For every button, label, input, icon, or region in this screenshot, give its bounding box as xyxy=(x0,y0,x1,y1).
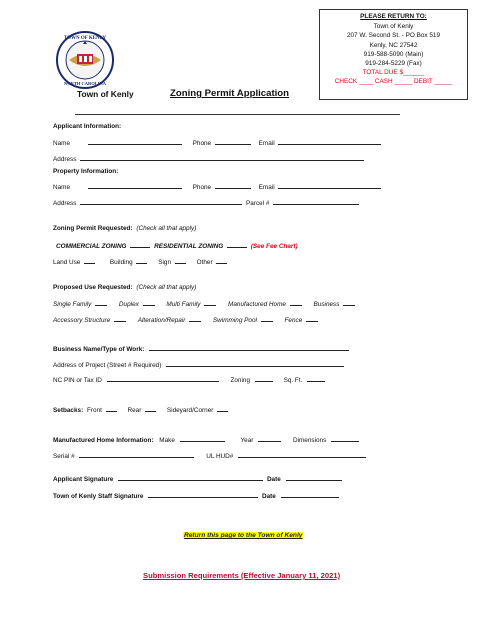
building-label: Building xyxy=(109,259,133,266)
name-label: Name xyxy=(53,184,71,191)
proposed-row-2 xyxy=(53,315,318,324)
date-label: Date xyxy=(261,493,276,500)
residential-check[interactable] xyxy=(227,241,247,248)
staff-signature-label: Town of Kenly Staff Signature xyxy=(53,493,144,500)
other-check[interactable] xyxy=(216,257,227,264)
return-heading: PLEASE RETURN TO: xyxy=(360,13,427,20)
sign-label: Sign xyxy=(158,259,172,266)
rear-label: Rear xyxy=(127,407,142,414)
doc-title: Zoning Permit Application xyxy=(170,88,290,99)
address-field[interactable] xyxy=(80,154,364,161)
commercial-check[interactable] xyxy=(130,241,150,248)
address-field[interactable] xyxy=(80,198,242,205)
building-check[interactable] xyxy=(136,257,147,264)
applicant-signature-label: Applicant Signature xyxy=(53,476,114,483)
property-heading: Property Information: xyxy=(53,168,119,175)
multi-family-label: Multi Family xyxy=(166,301,201,308)
sqft-label: Sq. Ft. xyxy=(283,377,303,384)
make-label: Make xyxy=(159,437,175,444)
date-label: Date xyxy=(266,476,281,483)
town-seal-logo xyxy=(55,30,115,90)
other-label: Other xyxy=(196,259,213,266)
project-address-row xyxy=(53,360,344,369)
zoning-heading-row xyxy=(53,225,196,232)
applicant-signature-row xyxy=(53,474,342,483)
address-label: Address xyxy=(53,200,77,207)
property-name-row xyxy=(53,182,381,191)
nc-pin-field[interactable] xyxy=(107,375,219,382)
land-use-check[interactable] xyxy=(84,257,95,264)
alteration-check[interactable] xyxy=(189,315,201,322)
single-family-label: Single Family xyxy=(53,301,92,308)
payment-options: CHECK ____ CASH _____ DEBIT _____ xyxy=(334,78,453,86)
email-label: Email xyxy=(258,140,275,147)
year-field[interactable] xyxy=(258,435,281,442)
return-line: 207 W. Second St. - PO Box 519 xyxy=(346,32,441,40)
business-label: Business xyxy=(313,301,340,308)
town-name: Town of Kenly xyxy=(77,89,134,99)
sideyard-label: Sideyard/Corner xyxy=(166,407,214,414)
email-field[interactable] xyxy=(278,182,381,189)
proposed-heading: Proposed Use Requested: xyxy=(53,284,133,291)
name-field[interactable] xyxy=(88,138,182,145)
land-use-label: Land Use xyxy=(53,259,81,266)
date-field[interactable] xyxy=(286,474,342,481)
duplex-check[interactable] xyxy=(143,299,155,306)
parcel-field[interactable] xyxy=(273,198,359,205)
applicant-name-row xyxy=(53,138,381,147)
serial-row xyxy=(53,451,366,460)
nc-pin-label: NC PIN or Tax ID xyxy=(53,377,102,384)
return-note: Return this page to the Town of Kenly xyxy=(184,532,303,539)
phone-label: Phone xyxy=(192,140,212,147)
zoning-note: (Check all that apply) xyxy=(136,225,197,232)
svg-text:TOWN OF KENLY: TOWN OF KENLY xyxy=(63,36,107,41)
return-to-box xyxy=(319,9,468,100)
accessory-label: Accessory Structure xyxy=(53,317,111,324)
business-field[interactable] xyxy=(149,344,349,351)
pin-row xyxy=(53,375,325,384)
zoning-kind-row xyxy=(53,257,227,266)
rear-field[interactable] xyxy=(145,405,156,412)
staff-signature-field[interactable] xyxy=(148,491,258,498)
zoning-field[interactable] xyxy=(255,375,273,382)
email-label: Email xyxy=(258,184,275,191)
name-label: Name xyxy=(53,140,71,147)
serial-label: Serial # xyxy=(53,453,75,460)
single-family-check[interactable] xyxy=(95,299,107,306)
property-address-row xyxy=(53,198,359,207)
return-line: 919-284-5229 (Fax) xyxy=(365,60,422,68)
sign-check[interactable] xyxy=(175,257,186,264)
business-heading: Business Name/Type of Work: xyxy=(53,346,145,353)
svg-text:NORTH CAROLINA: NORTH CAROLINA xyxy=(64,81,106,86)
fence-check[interactable] xyxy=(306,315,318,322)
phone-label: Phone xyxy=(192,184,212,191)
zoning-heading: Zoning Permit Requested: xyxy=(53,225,133,232)
fee-chart-note: (See Fee Chart) xyxy=(250,243,298,250)
dimensions-label: Dimensions xyxy=(292,437,327,444)
fence-label: Fence xyxy=(284,317,303,324)
year-label: Year xyxy=(240,437,254,444)
applicant-heading: Applicant Information: xyxy=(53,123,122,130)
serial-field[interactable] xyxy=(79,451,194,458)
setbacks-row xyxy=(53,405,228,414)
proposed-row-1 xyxy=(53,299,355,308)
parcel-label: Parcel # xyxy=(246,200,270,207)
date-field[interactable] xyxy=(281,491,339,498)
commercial-label: COMMERCIAL ZONING xyxy=(56,243,127,250)
dimensions-field[interactable] xyxy=(331,435,359,442)
front-field[interactable] xyxy=(106,405,117,412)
return-line: 919-588-5090 (Main) xyxy=(363,50,424,58)
header-rule xyxy=(75,114,400,115)
email-field[interactable] xyxy=(278,138,381,145)
proposed-note: (Check all that apply) xyxy=(136,284,197,291)
applicant-address-row xyxy=(53,154,364,163)
ul-hud-label: UL HUD# xyxy=(206,453,234,460)
ul-hud-field[interactable] xyxy=(238,451,366,458)
business-check[interactable] xyxy=(343,299,355,306)
zoning-label: Zoning xyxy=(230,377,250,384)
return-line: Town of Kenly xyxy=(373,23,414,31)
residential-label: RESIDENTIAL ZONING xyxy=(154,243,224,250)
pool-label: Swimming Pool xyxy=(212,317,257,324)
manufactured-heading: Manufactured Home Information: xyxy=(53,437,154,444)
staff-signature-row xyxy=(53,491,339,500)
multi-family-check[interactable] xyxy=(204,299,216,306)
phone-field[interactable] xyxy=(215,138,251,145)
name-field[interactable] xyxy=(88,182,182,189)
phone-field[interactable] xyxy=(215,182,251,189)
make-field[interactable] xyxy=(180,435,225,442)
project-address-label: Address of Project (Street # Required) xyxy=(53,362,162,369)
sqft-field[interactable] xyxy=(307,375,325,382)
manufactured-home-check[interactable] xyxy=(290,299,302,306)
zoning-type-row xyxy=(56,241,298,250)
address-label: Address xyxy=(53,156,77,163)
duplex-label: Duplex xyxy=(118,301,139,308)
front-label: Front xyxy=(86,407,102,414)
setbacks-heading: Setbacks: xyxy=(53,407,84,414)
return-line: Kenly, NC 27542 xyxy=(369,41,418,49)
proposed-heading-row xyxy=(53,284,196,291)
sideyard-field[interactable] xyxy=(217,405,228,412)
manufactured-row xyxy=(53,435,359,444)
alteration-label: Alteration/Repair xyxy=(137,317,186,324)
total-due: TOTAL DUE $______ xyxy=(362,69,425,77)
submission-requirements[interactable]: Submission Requirements (Effective January 11, 2021) xyxy=(143,571,341,580)
accessory-check[interactable] xyxy=(114,315,126,322)
manufactured-home-label: Manufactured Home xyxy=(228,301,286,308)
applicant-signature-field[interactable] xyxy=(118,474,263,481)
pool-check[interactable] xyxy=(261,315,273,322)
business-row xyxy=(53,344,349,353)
project-address-field[interactable] xyxy=(166,360,344,367)
